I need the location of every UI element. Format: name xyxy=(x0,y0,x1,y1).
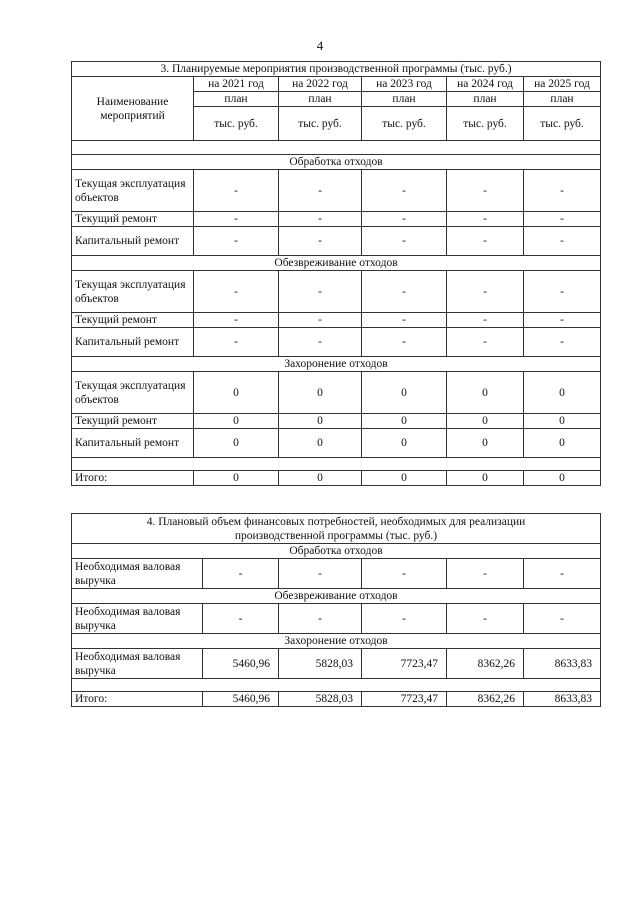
group-title: Обработка отходов xyxy=(72,155,601,170)
value-cell: - xyxy=(194,170,279,212)
total-value: 0 xyxy=(447,471,524,486)
value-cell: 0 xyxy=(362,414,447,429)
value-cell: - xyxy=(279,227,362,256)
value-cell: - xyxy=(524,227,601,256)
value-cell: - xyxy=(203,604,279,634)
value-cell: - xyxy=(279,604,362,634)
plan-label: план xyxy=(194,92,279,107)
value-cell: 0 xyxy=(447,414,524,429)
total-value: 5828,03 xyxy=(279,692,362,707)
plan-label: план xyxy=(279,92,362,107)
group-title: Обезвреживание отходов xyxy=(72,589,601,604)
value-cell: - xyxy=(279,559,362,589)
row-label: Необходимая валовая выручка xyxy=(72,559,203,589)
row-label: Текущая эксплуатация объектов xyxy=(72,170,194,212)
row-label: Необходимая валовая выручка xyxy=(72,649,203,679)
group-title: Обезвреживание отходов xyxy=(72,256,601,271)
value-cell: 0 xyxy=(524,429,601,458)
value-cell: - xyxy=(279,212,362,227)
value-cell: - xyxy=(447,313,524,328)
value-cell: 0 xyxy=(524,414,601,429)
group-title: Обработка отходов xyxy=(72,544,601,559)
total-value: 5460,96 xyxy=(203,692,279,707)
total-value: 8633,83 xyxy=(524,692,601,707)
plan-label: план xyxy=(362,92,447,107)
value-cell: - xyxy=(362,604,447,634)
plan-label: план xyxy=(524,92,601,107)
value-cell: - xyxy=(194,328,279,357)
value-cell: - xyxy=(524,313,601,328)
value-cell: - xyxy=(362,559,447,589)
value-cell: 0 xyxy=(362,429,447,458)
total-value: 0 xyxy=(362,471,447,486)
total-value: 8362,26 xyxy=(447,692,524,707)
column-header-measures: Наименование мероприятий xyxy=(72,77,194,141)
value-cell: - xyxy=(279,328,362,357)
value-cell: 0 xyxy=(279,429,362,458)
section4-title: 4. Плановый объем финансовых потребностей, необходимых для реализации производственной программы (тыс. руб.) xyxy=(72,514,601,544)
value-cell: - xyxy=(362,170,447,212)
value-cell: - xyxy=(524,212,601,227)
row-label: Капитальный ремонт xyxy=(72,227,194,256)
value-cell: - xyxy=(447,604,524,634)
value-cell: - xyxy=(447,170,524,212)
value-cell: - xyxy=(447,212,524,227)
value-cell: 0 xyxy=(524,372,601,414)
value-cell: 8633,83 xyxy=(524,649,601,679)
value-cell: 5828,03 xyxy=(279,649,362,679)
value-cell: 0 xyxy=(194,414,279,429)
value-cell: 0 xyxy=(279,414,362,429)
row-label: Капитальный ремонт xyxy=(72,328,194,357)
group-title: Захоронение отходов xyxy=(72,357,601,372)
value-cell: - xyxy=(447,227,524,256)
value-cell: - xyxy=(524,170,601,212)
financial-needs-table xyxy=(71,513,601,707)
value-cell: - xyxy=(447,559,524,589)
row-label: Текущая эксплуатация объектов xyxy=(72,271,194,313)
value-cell: - xyxy=(447,271,524,313)
year-header: на 2025 год xyxy=(524,77,601,92)
value-cell: 5460,96 xyxy=(203,649,279,679)
row-label: Текущий ремонт xyxy=(72,414,194,429)
total-value: 7723,47 xyxy=(362,692,447,707)
value-cell: - xyxy=(524,559,601,589)
unit-label: тыс. руб. xyxy=(524,107,601,141)
value-cell: - xyxy=(362,328,447,357)
unit-label: тыс. руб. xyxy=(279,107,362,141)
value-cell: - xyxy=(194,271,279,313)
value-cell: - xyxy=(362,313,447,328)
total-label: Итого: xyxy=(72,471,194,486)
value-cell: - xyxy=(194,227,279,256)
unit-label: тыс. руб. xyxy=(194,107,279,141)
page-number: 4 xyxy=(316,38,324,53)
value-cell: 0 xyxy=(194,372,279,414)
value-cell: 0 xyxy=(447,372,524,414)
spacer-row xyxy=(72,458,601,471)
total-value: 0 xyxy=(194,471,279,486)
unit-label: тыс. руб. xyxy=(362,107,447,141)
year-header: на 2021 год xyxy=(194,77,279,92)
value-cell: - xyxy=(362,212,447,227)
value-cell: - xyxy=(524,328,601,357)
value-cell: - xyxy=(524,604,601,634)
value-cell: - xyxy=(279,170,362,212)
value-cell: 0 xyxy=(194,429,279,458)
year-header: на 2024 год xyxy=(447,77,524,92)
value-cell: 8362,26 xyxy=(447,649,524,679)
row-label: Капитальный ремонт xyxy=(72,429,194,458)
value-cell: 0 xyxy=(447,429,524,458)
value-cell: 0 xyxy=(362,372,447,414)
spacer-row xyxy=(72,679,601,692)
plan-label: план xyxy=(447,92,524,107)
spacer-row xyxy=(72,141,601,155)
value-cell: - xyxy=(279,313,362,328)
section3-title: 3. Планируемые мероприятия производственной программы (тыс. руб.) xyxy=(72,62,601,77)
value-cell: - xyxy=(194,212,279,227)
unit-label: тыс. руб. xyxy=(447,107,524,141)
value-cell: - xyxy=(362,227,447,256)
group-title: Захоронение отходов xyxy=(72,634,601,649)
row-label: Текущая эксплуатация объектов xyxy=(72,372,194,414)
row-label: Текущий ремонт xyxy=(72,212,194,227)
year-header: на 2022 год xyxy=(279,77,362,92)
total-value: 0 xyxy=(279,471,362,486)
planned-measures-table xyxy=(71,61,601,486)
total-label: Итого: xyxy=(72,692,203,707)
value-cell: - xyxy=(279,271,362,313)
value-cell: 7723,47 xyxy=(362,649,447,679)
value-cell: - xyxy=(524,271,601,313)
value-cell: - xyxy=(447,328,524,357)
row-label: Необходимая валовая выручка xyxy=(72,604,203,634)
row-label: Текущий ремонт xyxy=(72,313,194,328)
value-cell: 0 xyxy=(279,372,362,414)
year-header: на 2023 год xyxy=(362,77,447,92)
value-cell: - xyxy=(362,271,447,313)
value-cell: - xyxy=(194,313,279,328)
total-value: 0 xyxy=(524,471,601,486)
value-cell: - xyxy=(203,559,279,589)
